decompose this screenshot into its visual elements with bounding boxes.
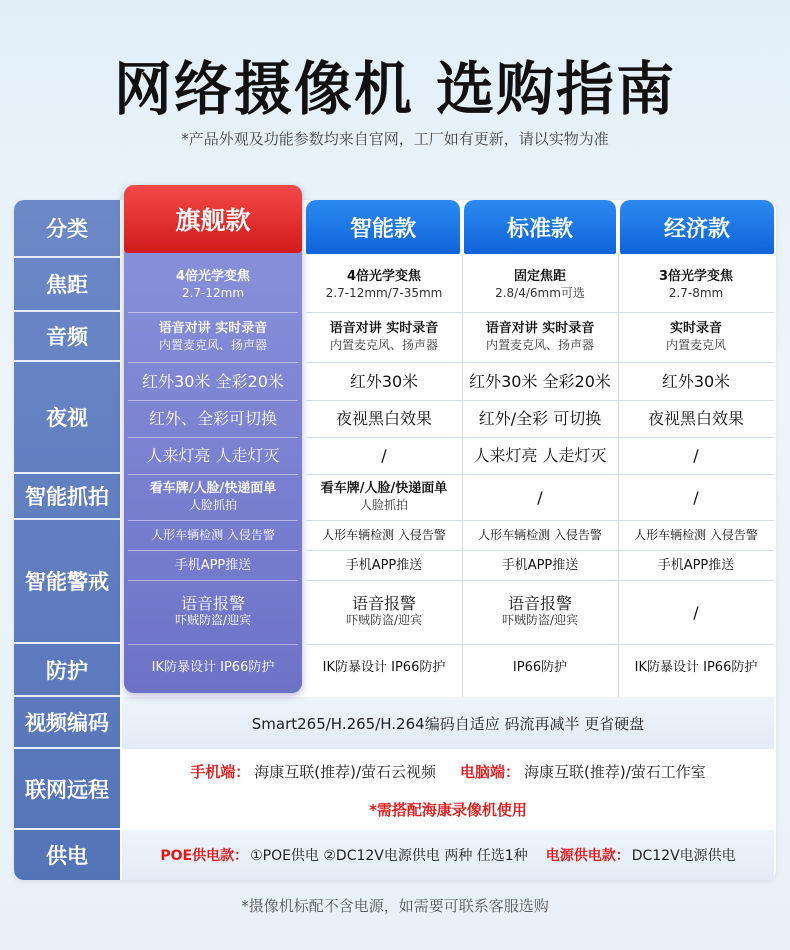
night-r3-flagship: 人来灯亮 人走灯灭 [146,446,280,465]
page-title: 网络摄像机 选购指南 [113,55,677,123]
focal-flagship-sub: 2.7-12mm [181,286,245,300]
codec-value: Smart265/H.265/H.264编码自适应 码流再减半 更省硬盘 [251,714,645,733]
night-r2-standard: 红外/全彩 可切换 [478,409,602,428]
poe-value: ①POE供电 ②DC12V电源供电 两种 任选1种 [250,848,528,864]
category-power: 供电 [46,844,88,868]
category-focal: 焦距 [14,258,120,312]
category-night: 夜视 [14,362,120,474]
protect-flagship: IK防暴设计 IP66防护 [151,659,275,675]
night-r1-economy: 红外30米 [661,371,731,391]
night-r2-economy: 夜视黑白效果 [647,409,744,428]
alert-r3-smart-main: 语音报警 [351,594,416,613]
standard-header: 标准款 [464,200,616,254]
audio-economy-main: 实时录音 [669,321,722,336]
alert-r1-standard: 人形车辆检测 入侵告警 [478,527,602,542]
capture-flagship-main: 看车牌/人脸/快递面单 [149,481,277,496]
alert-r3-standard-main: 语音报警 [507,594,572,613]
audio-standard-sub: 内置麦克风、扬声器 [485,338,594,352]
alert-r1-flagship: 人形车辆检测 入侵告警 [151,527,275,542]
alert-r1-smart: 人形车辆检测 入侵告警 [322,527,446,542]
audio-smart [306,312,462,362]
alert-r3-economy: / [693,602,699,622]
night-r2-flagship: 红外、全彩可切换 [148,409,277,428]
alert-r3-smart [306,580,462,644]
focal-flagship-main: 4倍光学变焦 [175,269,251,284]
alert-r2-smart: 手机APP推送 [345,557,423,573]
night-r2-smart: 夜视黑白效果 [335,409,432,428]
night-r3-standard: 人来灯亮 人走灯灭 [473,446,607,465]
protect-standard: IP66防护 [512,659,568,675]
audio-economy [618,312,774,362]
page-subtitle: *产品外观及功能参数均来自官网，工厂如有更新，请以实物为准 [181,130,609,148]
dc-value: DC12V电源供电 [631,848,736,864]
night-r1-flagship: 红外30米 全彩20米 [142,371,284,391]
capture-smart [306,474,462,520]
economy-header: 经济款 [620,200,774,254]
category-protect: 防护 [14,644,120,697]
smart-header: 智能款 [306,200,460,254]
remote-note-text: *需搭配海康录像机使用 [369,800,527,819]
pc-value: 海康互联(推荐)/萤石工作室 [524,762,706,781]
alert-r3-flagship [124,580,302,644]
category-audio: 音频 [14,312,120,362]
alert-r2-flagship: 手机APP推送 [174,557,252,573]
focal-standard [462,258,618,312]
night-r1-standard: 红外30米 全彩20米 [469,371,611,391]
footer-note: *摄像机标配不含电源，如需要可联系客服选购 [241,897,549,915]
protect-economy: IK防暴设计 IP66防护 [634,659,758,675]
focal-economy-sub: 2.7-8mm [668,286,724,300]
mobile-label: 手机端： [190,762,251,781]
flagship-header: 旗舰款 [124,185,302,253]
focal-smart-sub: 2.7-12mm/7-35mm [325,286,443,300]
protect-smart: IK防暴设计 IP66防护 [322,659,446,675]
night-r3-economy: / [693,446,699,465]
audio-economy-sub: 内置麦克风 [665,338,726,352]
audio-standard [462,312,618,362]
dc-label: 电源供电款： [545,848,630,864]
focal-standard-main: 固定焦距 [513,269,566,284]
focal-smart-main: 4倍光学变焦 [346,269,422,284]
category-capture: 智能抓拍 [14,474,120,520]
alert-r3-smart-sub: 吓贼防盗/迎宾 [345,613,423,627]
focal-economy [618,258,774,312]
capture-flagship [124,474,302,520]
alert-r1-economy: 人形车辆检测 入侵告警 [634,527,758,542]
night-r1-smart: 红外30米 [349,371,419,391]
audio-flagship-main: 语音对讲 实时录音 [158,321,268,336]
capture-smart-main: 看车牌/人脸/快递面单 [320,481,448,496]
focal-flagship [124,258,302,312]
focal-smart [306,258,462,312]
alert-r2-standard: 手机APP推送 [501,557,579,573]
alert-r3-flagship-sub: 吓贼防盗/迎宾 [174,613,252,627]
category-remote: 联网远程 [14,749,120,830]
pc-label: 电脑端： [460,762,521,781]
category-header: 分类 [14,200,120,258]
alert-r3-standard-sub: 吓贼防盗/迎宾 [501,613,579,627]
category-alert: 智能警戒 [14,520,120,644]
category-codec: 视频编码 [14,697,120,749]
power-options [122,830,774,880]
focal-standard-sub: 2.8/4/6mm可选 [495,286,585,300]
mobile-value: 海康互联(推荐)/萤石云视频 [254,762,436,781]
audio-smart-main: 语音对讲 实时录音 [329,321,439,336]
alert-r3-standard [462,580,618,644]
audio-flagship-sub: 内置麦克风、扬声器 [158,338,267,352]
capture-economy: / [693,487,699,507]
capture-standard: / [537,487,543,507]
focal-economy-main: 3倍光学变焦 [658,269,734,284]
audio-flagship [124,312,302,362]
poe-label: POE供电款： [160,848,249,864]
alert-r3-flagship-main: 语音报警 [180,594,245,613]
capture-smart-sub: 人脸抓拍 [359,498,408,512]
audio-standard-main: 语音对讲 实时录音 [485,321,595,336]
remote-note [122,792,774,826]
alert-r2-economy: 手机APP推送 [657,557,735,573]
remote-clients [122,752,774,790]
audio-smart-sub: 内置麦克风、扬声器 [329,338,438,352]
capture-flagship-sub: 人脸抓拍 [188,498,237,512]
night-r3-smart: / [381,446,387,465]
